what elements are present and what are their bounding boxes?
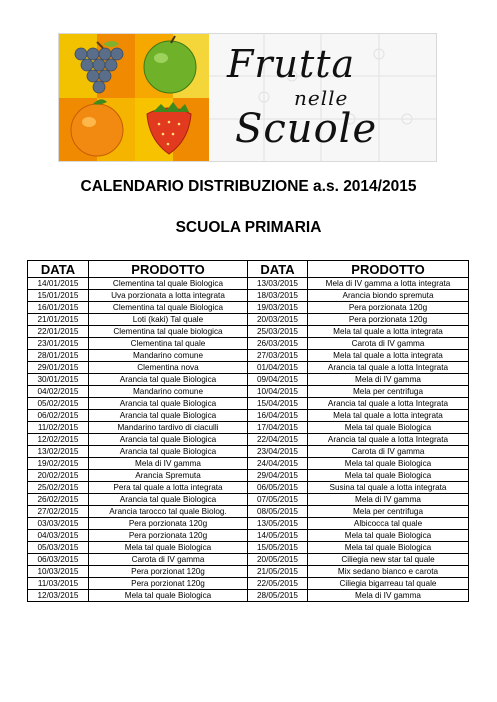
date-cell: 17/04/2015 — [248, 422, 308, 434]
logo-word-nelle: nelle — [294, 86, 349, 110]
product-cell: Pera porzionat 120g — [89, 566, 248, 578]
product-cell: Arancia tal quale a lotta Integrata — [308, 434, 469, 446]
table-row — [28, 446, 469, 458]
table-row — [28, 518, 469, 530]
date-cell: 04/03/2015 — [28, 530, 89, 542]
date-cell: 05/02/2015 — [28, 398, 89, 410]
table-row — [28, 470, 469, 482]
table-row — [28, 578, 469, 590]
table-row — [28, 374, 469, 386]
product-cell: Pera porzionata 120g — [89, 518, 248, 530]
product-cell: Mela tal quale Biologica — [89, 542, 248, 554]
frutta-nelle-scuole-logo — [58, 33, 437, 162]
date-cell: 19/03/2015 — [248, 302, 308, 314]
product-cell: Mela tal quale Biologica — [308, 530, 469, 542]
date-cell: 13/02/2015 — [28, 446, 89, 458]
table-row — [28, 314, 469, 326]
logo-word-scuole: Scuole — [235, 106, 378, 152]
product-cell: Arancia biondo spremuta — [308, 290, 469, 302]
date-cell: 21/05/2015 — [248, 566, 308, 578]
date-cell: 11/02/2015 — [28, 422, 89, 434]
date-cell: 18/03/2015 — [248, 290, 308, 302]
product-cell: Ciliegia bigarreau tal quale — [308, 578, 469, 590]
table-row — [28, 434, 469, 446]
date-cell: 16/01/2015 — [28, 302, 89, 314]
table-row — [28, 506, 469, 518]
product-cell: Mela tal quale Biologica — [308, 422, 469, 434]
product-cell: Arancia tal quale a lotta Integrata — [308, 398, 469, 410]
product-cell: Arancia tal quale a lotta Integrata — [308, 362, 469, 374]
date-cell: 25/02/2015 — [28, 482, 89, 494]
date-cell: 12/03/2015 — [28, 590, 89, 602]
date-cell: 30/01/2015 — [28, 374, 89, 386]
date-cell: 23/04/2015 — [248, 446, 308, 458]
date-cell: 06/03/2015 — [28, 554, 89, 566]
table-row — [28, 422, 469, 434]
product-cell: Albicocca tal quale — [308, 518, 469, 530]
table-header-row — [28, 261, 469, 278]
date-cell: 29/04/2015 — [248, 470, 308, 482]
product-cell: Mela per centrifuga — [308, 386, 469, 398]
page-subtitle: SCUOLA PRIMARIA — [175, 219, 322, 236]
table-row — [28, 530, 469, 542]
date-cell: 13/05/2015 — [248, 518, 308, 530]
date-cell: 22/04/2015 — [248, 434, 308, 446]
date-cell: 04/02/2015 — [28, 386, 89, 398]
date-cell: 16/04/2015 — [248, 410, 308, 422]
product-cell: Arancia Spremuta — [89, 470, 248, 482]
date-cell: 20/02/2015 — [28, 470, 89, 482]
date-cell: 23/01/2015 — [28, 338, 89, 350]
date-cell: 24/04/2015 — [248, 458, 308, 470]
date-cell: 01/04/2015 — [248, 362, 308, 374]
date-cell: 29/01/2015 — [28, 362, 89, 374]
header-data-2: DATA — [248, 261, 308, 278]
product-cell: Mela tal quale a lotta integrata — [308, 350, 469, 362]
product-cell: Susina tal quale a lotta integrata — [308, 482, 469, 494]
table-row — [28, 542, 469, 554]
product-cell: Mela tal quale Biologica — [308, 458, 469, 470]
product-cell: Mela tal quale Biologica — [308, 542, 469, 554]
product-cell: Arancia tal quale Biologica — [89, 374, 248, 386]
date-cell: 13/03/2015 — [248, 278, 308, 290]
logo-word-frutta: Frutta — [227, 42, 356, 86]
date-cell: 26/03/2015 — [248, 338, 308, 350]
date-cell: 11/03/2015 — [28, 578, 89, 590]
product-cell: Clementina nova — [89, 362, 248, 374]
product-cell: Mela di IV gamma — [308, 374, 469, 386]
date-cell: 10/03/2015 — [28, 566, 89, 578]
date-cell: 09/04/2015 — [248, 374, 308, 386]
date-cell: 20/03/2015 — [248, 314, 308, 326]
date-cell: 06/05/2015 — [248, 482, 308, 494]
product-cell: Arancia tal quale Biologica — [89, 398, 248, 410]
product-cell: Mela tal quale a lotta integrata — [308, 410, 469, 422]
date-cell: 14/01/2015 — [28, 278, 89, 290]
date-cell: 10/04/2015 — [248, 386, 308, 398]
product-cell: Clementina tal quale biologica — [89, 326, 248, 338]
product-cell: Pera tal quale a lotta integrata — [89, 482, 248, 494]
product-cell: Mela tal quale a lotta integrata — [308, 326, 469, 338]
table-row — [28, 290, 469, 302]
table-row — [28, 338, 469, 350]
date-cell: 15/01/2015 — [28, 290, 89, 302]
table-row — [28, 482, 469, 494]
date-cell: 07/05/2015 — [248, 494, 308, 506]
product-cell: Arancia tarocco tal quale Biolog. — [89, 506, 248, 518]
header-prodotto-1: PRODOTTO — [89, 261, 248, 278]
product-cell: Arancia tal quale Biologica — [89, 434, 248, 446]
product-cell: Arancia tal quale Biologica — [89, 494, 248, 506]
product-cell: Clementina tal quale Biologica — [89, 302, 248, 314]
table-row — [28, 362, 469, 374]
product-cell: Pera porzionat 120g — [89, 578, 248, 590]
product-cell: Mela tal quale Biologica — [89, 590, 248, 602]
date-cell: 15/04/2015 — [248, 398, 308, 410]
date-cell: 27/03/2015 — [248, 350, 308, 362]
product-cell: Pera porzionata 120g — [89, 530, 248, 542]
product-cell: Pera porzionata 120g — [308, 302, 469, 314]
header-data-1: DATA — [28, 261, 89, 278]
table-row — [28, 458, 469, 470]
product-cell: Pera porzionata 120g — [308, 314, 469, 326]
date-cell: 26/02/2015 — [28, 494, 89, 506]
product-cell: Clementina tal quale Biologica — [89, 278, 248, 290]
table-row — [28, 350, 469, 362]
date-cell: 22/01/2015 — [28, 326, 89, 338]
table-row — [28, 410, 469, 422]
table-row — [28, 494, 469, 506]
product-cell: Uva porzionata a lotta integrata — [89, 290, 248, 302]
product-cell: Arancia tal quale Biologica — [89, 410, 248, 422]
table-row — [28, 566, 469, 578]
date-cell: 19/02/2015 — [28, 458, 89, 470]
product-cell: Arancia tal quale Biologica — [89, 446, 248, 458]
product-cell: Mela di IV gamma a lotta integrata — [308, 278, 469, 290]
date-cell: 25/03/2015 — [248, 326, 308, 338]
product-cell: Loti (kaki) Tal quale — [89, 314, 248, 326]
date-cell: 12/02/2015 — [28, 434, 89, 446]
table-row — [28, 326, 469, 338]
product-cell: Mela di IV gamma — [308, 590, 469, 602]
table-row — [28, 278, 469, 290]
distribution-calendar-table — [27, 260, 469, 602]
date-cell: 06/02/2015 — [28, 410, 89, 422]
page-title: CALENDARIO DISTRIBUZIONE a.s. 2014/2015 — [80, 178, 417, 195]
product-cell: Mix sedano bianco e carota — [308, 566, 469, 578]
product-cell: Mela di IV gamma — [308, 494, 469, 506]
product-cell: Mandarino comune — [89, 350, 248, 362]
product-cell: Carota di IV gamma — [308, 338, 469, 350]
product-cell: Mela tal quale Biologica — [308, 470, 469, 482]
date-cell: 28/05/2015 — [248, 590, 308, 602]
product-cell: Mandarino tardivo di ciaculli — [89, 422, 248, 434]
table-row — [28, 386, 469, 398]
date-cell: 27/02/2015 — [28, 506, 89, 518]
date-cell: 14/05/2015 — [248, 530, 308, 542]
product-cell: Mela per centrifuga — [308, 506, 469, 518]
product-cell: Carota di IV gamma — [89, 554, 248, 566]
date-cell: 03/03/2015 — [28, 518, 89, 530]
table-row — [28, 398, 469, 410]
product-cell: Clementina tal quale — [89, 338, 248, 350]
table-row — [28, 554, 469, 566]
product-cell: Mandarino comune — [89, 386, 248, 398]
date-cell: 22/05/2015 — [248, 578, 308, 590]
product-cell: Mela di IV gamma — [89, 458, 248, 470]
product-cell: Ciliegia new star tal quale — [308, 554, 469, 566]
table-row — [28, 302, 469, 314]
date-cell: 05/03/2015 — [28, 542, 89, 554]
date-cell: 15/05/2015 — [248, 542, 308, 554]
header-prodotto-2: PRODOTTO — [308, 261, 469, 278]
table-row — [28, 590, 469, 602]
product-cell: Carota di IV gamma — [308, 446, 469, 458]
date-cell: 08/05/2015 — [248, 506, 308, 518]
date-cell: 21/01/2015 — [28, 314, 89, 326]
date-cell: 20/05/2015 — [248, 554, 308, 566]
date-cell: 28/01/2015 — [28, 350, 89, 362]
